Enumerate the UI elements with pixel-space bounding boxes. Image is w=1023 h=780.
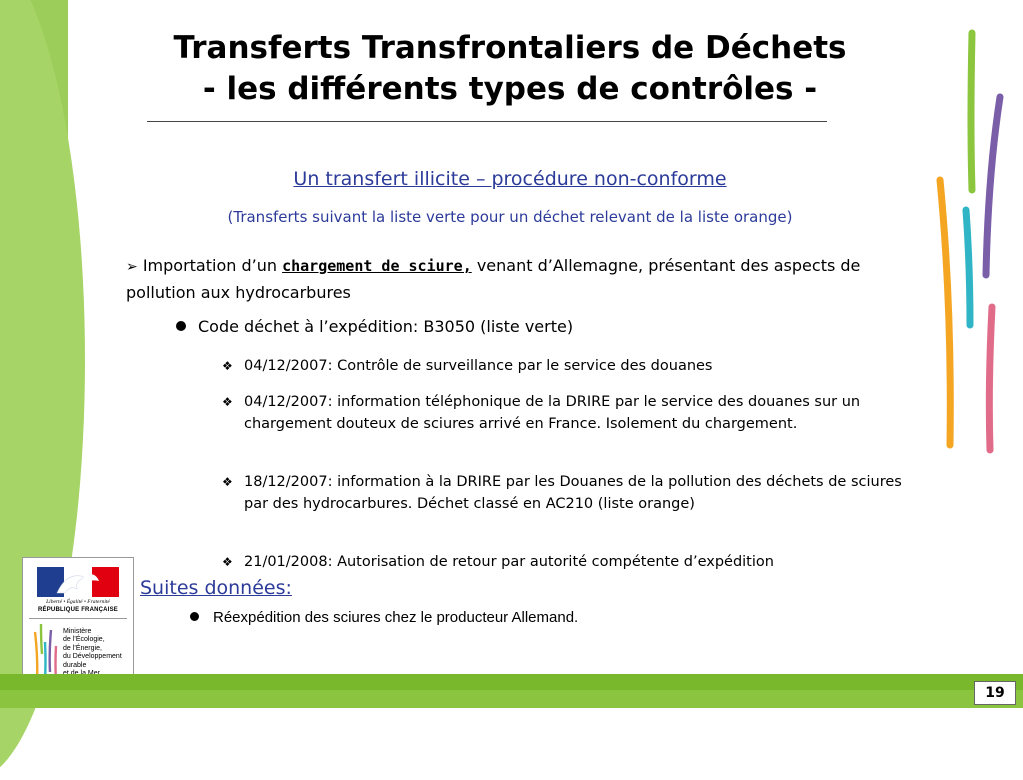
title-line-2: - les différents types de contrôles - bbox=[202, 71, 818, 107]
ministry-line: Ministère bbox=[63, 628, 92, 635]
intro-emphasis: chargement de sciure, bbox=[282, 257, 472, 275]
ministry-line: du Développement bbox=[63, 653, 122, 661]
event-item bbox=[222, 471, 909, 515]
suites-bullet bbox=[190, 609, 578, 626]
suites-text: Réexpédition des sciures chez le producteur Allemand. bbox=[213, 609, 579, 626]
decorative-stripes bbox=[930, 25, 1010, 465]
event-text: 21/01/2008: Autorisation de retour par autorité compétente d’expédition bbox=[244, 554, 774, 570]
logo-motto: Liberté • Égalité • Fraternité bbox=[46, 599, 110, 605]
round-bullet-icon bbox=[190, 612, 199, 621]
slide-title bbox=[100, 28, 920, 110]
subtitle: Un transfert illicite – procédure non-conforme bbox=[293, 168, 727, 190]
ministry-logo bbox=[22, 557, 134, 692]
marianne-flag-icon bbox=[37, 567, 119, 597]
event-text: 18/12/2007: information à la DRIRE par les Douanes de la pollution des déchets de sciures par des hydrocarbures. Déchet classé en AC210 (liste orange) bbox=[244, 474, 902, 512]
suites-heading: Suites données: bbox=[140, 577, 292, 599]
ministry-line: de l’Énergie, bbox=[63, 644, 102, 652]
intro-text-before: Importation d’un bbox=[142, 256, 283, 275]
intro-text-after: venant d’Allemagne, présentant des aspects de pollution aux hydrocarbures bbox=[126, 256, 861, 302]
ministry-line: durable bbox=[63, 661, 87, 669]
diamond-bullet-icon: ❖ bbox=[222, 475, 233, 489]
diamond-bullet-icon: ❖ bbox=[222, 395, 233, 409]
page-number: 19 bbox=[974, 681, 1016, 705]
event-text: 04/12/2007: Contrôle de surveillance par le service des douanes bbox=[244, 358, 713, 374]
code-bullet bbox=[176, 317, 573, 336]
diamond-bullet-icon: ❖ bbox=[222, 359, 233, 373]
event-item bbox=[222, 551, 909, 573]
event-item bbox=[222, 391, 909, 435]
title-line-1: Transferts Transfrontaliers de Déchets bbox=[173, 30, 847, 66]
ministry-name bbox=[63, 628, 122, 678]
intro-paragraph bbox=[126, 253, 886, 305]
logo-republic: RÉPUBLIQUE FRANÇAISE bbox=[37, 607, 118, 613]
event-text: 04/12/2007: information téléphonique de la DRIRE par le service des douanes sur un chargement douteux de sciures arrivé en France. Isolement du chargement. bbox=[244, 394, 861, 432]
logo-separator bbox=[29, 618, 127, 619]
footer-bar bbox=[0, 674, 1023, 690]
ministry-line: de l’Écologie, bbox=[63, 636, 105, 644]
code-line: Code déchet à l’expédition: B3050 (liste verte) bbox=[198, 317, 574, 336]
subtitle-note: (Transferts suivant la liste verte pour un déchet relevant de la liste orange) bbox=[227, 208, 793, 226]
round-bullet-icon bbox=[176, 321, 186, 331]
diamond-bullet-icon: ❖ bbox=[222, 555, 233, 569]
footer-strip bbox=[0, 690, 1023, 708]
title-divider bbox=[147, 121, 827, 122]
arrow-bullet-icon: ➢ bbox=[126, 259, 138, 275]
event-item bbox=[222, 355, 909, 377]
